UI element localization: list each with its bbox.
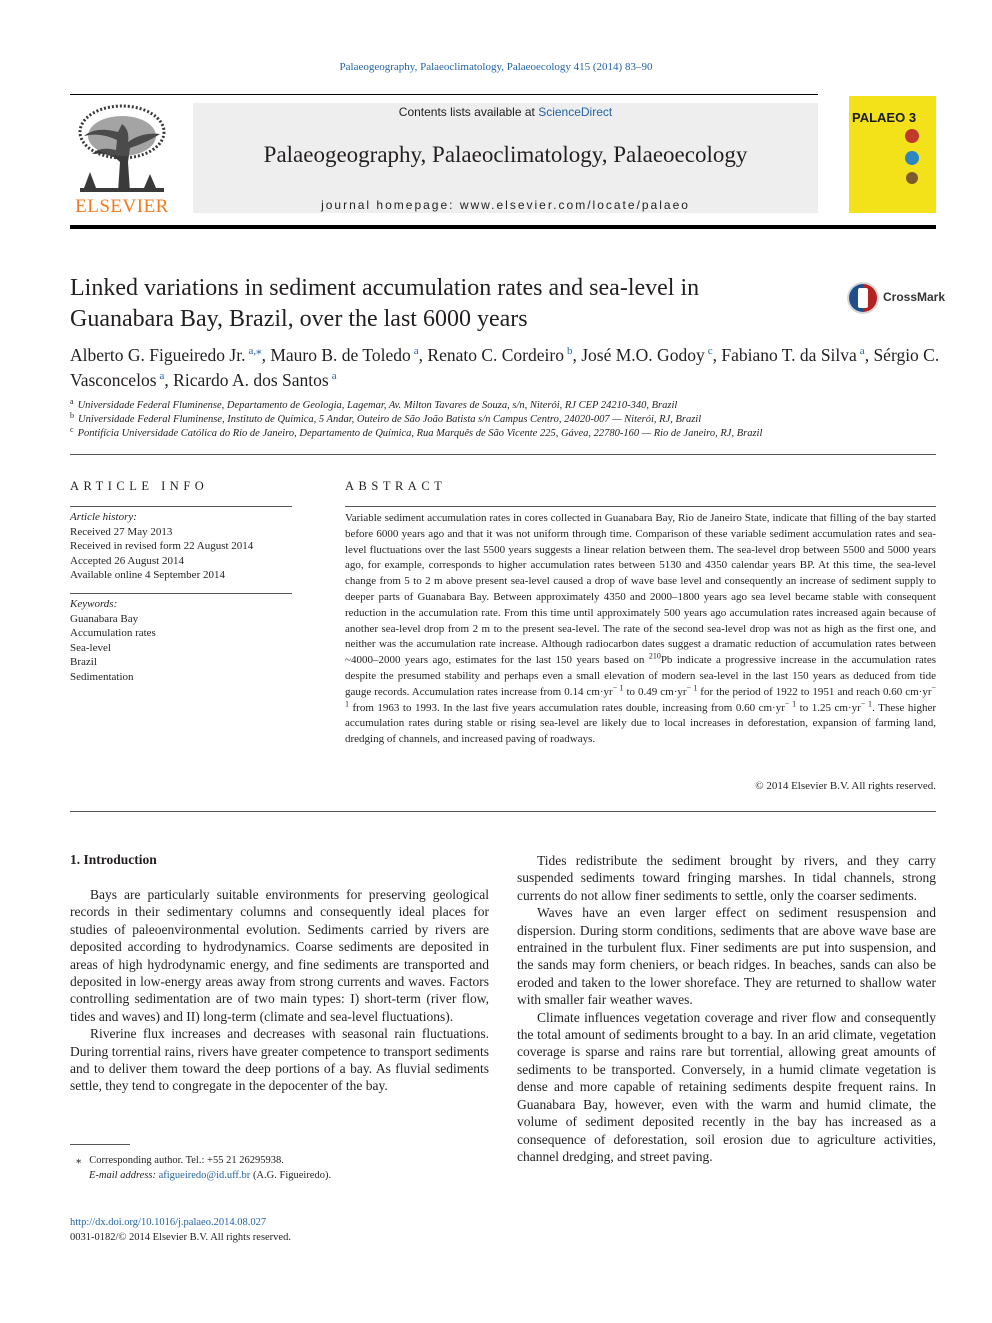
author-name[interactable]: Mauro B. de Toledo [270, 345, 411, 365]
doi-block [70, 1215, 291, 1245]
author-name[interactable]: Renato C. Cordeiro [427, 345, 564, 365]
affiliation-text: Universidade Federal Fluminense, Departamento de Geologia, Lagemar, Av. Milton Tavares de Souza, s/n, Niterói, RJ CEP 24210-340, Brazil [77, 400, 678, 411]
affiliation-text: Universidade Federal Fluminense, Instituto de Química, 5 Andar, Outeiro de São João Batista s/n Campus Centro, 24020-007 — Niterói, RJ, Brazil [78, 414, 702, 425]
author-list [70, 343, 940, 393]
isotope-symbol: Pb [660, 654, 673, 667]
journal-title: Palaeogeography, Palaeoclimatology, Palaeoecology [263, 142, 748, 167]
contents-line [193, 105, 818, 119]
author-name[interactable]: Alberto G. Figueiredo Jr. [70, 345, 246, 365]
crossmark-icon[interactable] [846, 281, 880, 315]
section-heading-introduction: 1. Introduction [70, 852, 157, 867]
article-title: Linked variations in sediment accumulation rates and sea-level in Guanabara Bay, Brazil, over the last 6000 years [70, 275, 700, 332]
affiliation-rule [70, 454, 936, 455]
abstract-part: to 1.25 cm·yr [796, 701, 861, 714]
keywords-label: Keywords: [70, 598, 118, 610]
body-rule [70, 811, 936, 812]
author-separator: , [712, 345, 717, 365]
affiliation-item [70, 424, 936, 441]
history-revised: Received in revised form 22 August 2014 [70, 540, 254, 552]
history-accepted: Accepted 26 August 2014 [70, 554, 184, 567]
abstract-rule [345, 506, 936, 507]
author-affiliation-marker[interactable]: a,⁎ [248, 345, 262, 358]
contents-prefix: Contents lists available at [398, 105, 539, 119]
cover-number: 3 [908, 110, 917, 125]
author-affiliation-marker[interactable]: a [159, 370, 165, 383]
history-received: Received 27 May 2013 [70, 525, 173, 538]
abstract-text [345, 511, 936, 748]
email-label: E-mail address: [89, 1170, 159, 1181]
abstract-part: indicate a progressive increase in the accumulation rates despite the presumed stability and perhaps even a small elevation of modern sea-level in the last 150 years as deduced from tide gauge records. Accumulation rates increase from 0.14 cm·yr [345, 654, 936, 698]
body-column-right [517, 852, 936, 1165]
author-separator: , [418, 345, 424, 365]
exponent: − 1 [860, 698, 873, 708]
abstract-part: to 0.49 cm·yr [623, 685, 687, 698]
author-separator: , [164, 370, 169, 390]
abstract-part: for the period of 1922 to 1951 and reach 0.60 cm·yr [697, 685, 932, 698]
homepage-prefix: journal homepage: [321, 198, 460, 212]
author-name[interactable]: José M.O. Godoy [581, 345, 705, 365]
author-name[interactable]: Fabiano T. da Silva [721, 345, 857, 365]
cover-title-text: PALAEO [852, 110, 906, 125]
author-separator: , [261, 345, 266, 365]
corresponding-author-note [70, 1153, 490, 1168]
keyword-item: Accumulation rates [70, 627, 156, 639]
cover-title [852, 110, 916, 125]
header-rule [70, 94, 818, 95]
corresponding-text: Corresponding author. Tel.: +55 21 26295938. [89, 1155, 284, 1166]
abstract-part: . These higher accumulation rates during stable or rising sea-level are likely due to local increases in deforestation, expansion of farming land, dredging of channels, and increased paving of roadways. [345, 701, 937, 746]
info-rule [70, 506, 292, 507]
journal-homepage [193, 198, 818, 212]
author-affiliation-marker[interactable]: a [331, 370, 337, 383]
affiliation-item [70, 410, 936, 427]
author-affiliation-marker[interactable]: a [859, 345, 865, 358]
footnote-rule [70, 1144, 130, 1145]
journal-reference-link[interactable]: Palaeogeography, Palaeoclimatology, Palaeoecology 415 (2014) 83–90 [339, 61, 653, 73]
author-name[interactable]: Sérgio C. Vasconcelos [70, 345, 940, 390]
crossmark-label[interactable]: CrossMark [883, 290, 946, 304]
header-thick-rule [70, 225, 936, 229]
abstract-heading: ABSTRACT [345, 479, 447, 493]
keyword-item: Sedimentation [70, 670, 134, 683]
cover-globes-icon [900, 128, 924, 188]
sciencedirect-link[interactable]: ScienceDirect [538, 105, 613, 119]
author-affiliation-marker[interactable]: a [413, 345, 419, 358]
author-affiliation-marker[interactable]: c [707, 345, 713, 358]
affiliation-marker: c [70, 424, 74, 434]
doi-link[interactable]: http://dx.doi.org/10.1016/j.palaeo.2014.08.027 [70, 1217, 267, 1228]
footnote [70, 1153, 490, 1183]
issn-line: 0031-0182/© 2014 Elsevier B.V. All rights reserved. [70, 1232, 291, 1243]
exponent: − 1 [686, 683, 698, 693]
email-link[interactable]: afigueiredo@id.uff.br [158, 1170, 251, 1181]
affiliation-marker: a [70, 396, 74, 406]
history-online: Available online 4 September 2014 [70, 569, 225, 581]
body-paragraph: Tides redistribute the sediment brought by rivers, and they carry suspended sediments toward fringing marshes. In tidal channels, strong currents do not allow finer sediments to settle, only the coarser sediments. [517, 853, 936, 903]
body-paragraph: Waves have an even larger effect on sediment resuspension and dispersion. During storm conditions, sediments that are above wave base are entrained in the turbulent flux. Finer sediments are put into suspension, and the sands may form cheniers, or beach ridges. In beaches, sands can also be eroded and taken to the lower shoreface. They are returned to shallow water with smaller fair weather waves. [517, 905, 936, 1008]
article-history [70, 510, 310, 583]
exponent: − 1 [612, 683, 624, 693]
exponent: − 1 [345, 683, 937, 708]
email-suffix: (A.G. Figueiredo). [250, 1170, 332, 1181]
author-name[interactable]: Ricardo A. dos Santos [173, 370, 329, 390]
article-info-heading: ARTICLE INFO [70, 479, 209, 493]
body-column-left [70, 886, 489, 1095]
abstract-copyright: © 2014 Elsevier B.V. All rights reserved. [755, 780, 936, 792]
keyword-item: Brazil [70, 656, 97, 668]
body-paragraph: Bays are particularly suitable environments for preserving geological records in their sedimentary columns and consequently ideal places for studies of paleoenvironmental evolution. Sediments carried by rivers are deposited according to hydrodynamics. Coarse sediments are deposited in areas of high hydrodynamic energy, and fine sediments are transported and deposited in low-energy areas away from strong currents and waves. Factors controlling sedimentation are of two main types: I) short-term (river flow, tides and waves) and II) long-term (climate and sea-level fluctuations). [70, 887, 489, 1024]
affiliation-text: Pontifícia Universidade Católica do Rio de Janeiro, Departamento de Química, Rua Marquês de São Vicente 225, Gávea, 22780-160 — Rio de Janeiro, RJ, Brazil [77, 428, 763, 439]
exponent: − 1 [784, 698, 797, 708]
abstract-part: from 1963 to 1993. In the last five years accumulation rates double, increasing from 0.60 cm·yr [349, 701, 785, 714]
affiliation-item [70, 396, 936, 413]
info-rule [70, 593, 292, 594]
homepage-link[interactable]: www.elsevier.com/locate/palaeo [459, 198, 690, 212]
keywords [70, 597, 310, 684]
author-affiliation-marker[interactable]: b [566, 345, 573, 358]
affiliation-marker: b [70, 410, 74, 420]
author-separator: , [864, 345, 870, 365]
body-paragraph: Climate influences vegetation coverage and river flow and consequently the total amount of sediments brought to a bay. In an arid climate, vegetation coverage is sparse and rains rare but torrential, allowing great amounts of sediments to be transported. Conversely, in a humid climate vegetation is dense and more capable of retaining sediments despite frequent rains. In Guanabara Bay, however, even with the warm and humid climate, the volume of sediment deposited recently in the bay has increased as a consequence of deforestation, soil erosion due to agriculture activities, channel dredging, and street paving. [517, 1009, 936, 1164]
author-separator: , [572, 345, 577, 365]
body-paragraph: Riverine flux increases and decreases with seasonal rain fluctuations. During torrential rains, rivers have greater competence to transport sediments and to deliver them toward the deep portions of a bay. As fluvial sediments settle, they tend to congregate in the depocenter of the bay. [70, 1026, 489, 1094]
keyword-item: Guanabara Bay [70, 612, 139, 625]
isotope-mass: 210 [648, 651, 661, 661]
email-note [70, 1168, 490, 1183]
history-label: Article history: [70, 511, 137, 523]
affiliations [70, 396, 936, 441]
elsevier-wordmark: ELSEVIER [75, 196, 169, 217]
footnote-marker: ⁎ [76, 1155, 82, 1166]
keyword-item: Sea-level [70, 641, 111, 654]
abstract-part: Variable sediment accumulation rates in cores collected in Guanabara Bay, Rio de Janeiro State, indicate that filling of the bay started before 6000 years ago and that it was not uniform through time. Comparison of these variable sediment accumulation rates and sea-level fluctuations over the last 5500 years suggests a linear relation between them. The sea-level drop between 5500 and 5000 years ago, for example, corresponds to higher accumulation rates between 5130 and 4350 calendar years BP. At this time, the sea-level change from 5 to 2 m above present sea-level caused a drop of wave base level and consequently an increase of sediment supply to deeper parts of Guanabara Bay. Between approximately 4350 and 2000–1800 years ago sea level became stable with consequent reduction in the accumulation rate. From this time until approximately 500 years ago accumulation rates increased again because of another sea-level drop from 2 m to the present sea-level. The rate of the second sea-level drop was not as high as the first one, and neither was the accumulation rate increase. Although radiocarbon dates suggest a dramatic reduction of accumulation rates between ~4000–2000 years ago, estimates for the last 150 years based on [345, 512, 936, 667]
